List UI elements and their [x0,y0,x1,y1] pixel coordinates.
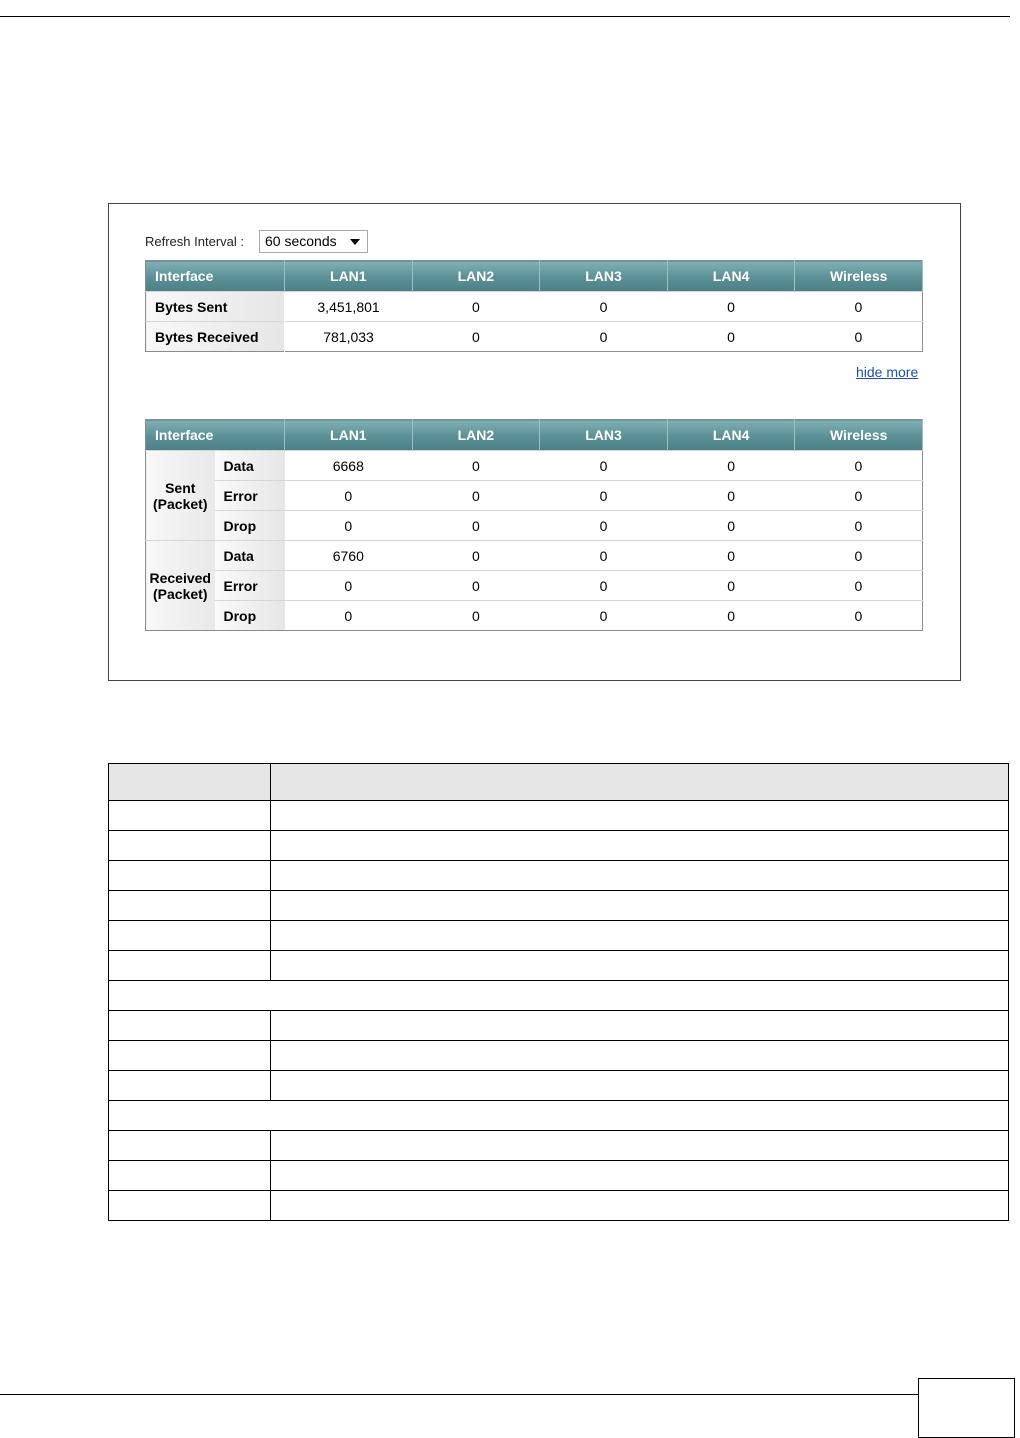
table-row [146,292,923,322]
table-cell: 0 [412,322,540,352]
table-cell: 0 [795,601,923,631]
row-label: Drop [215,601,285,631]
table-cell: 0 [667,451,795,481]
description-row [109,801,1009,831]
table-cell: 0 [540,322,668,352]
col-header: LAN3 [540,261,668,292]
col-header: Interface [146,261,285,292]
row-label: Drop [215,511,285,541]
header-rule [0,16,1010,17]
table-cell: 0 [667,322,795,352]
col-header: LAN4 [667,261,795,292]
table-cell: 0 [412,511,540,541]
packets-table [145,419,923,631]
description-row [109,1011,1009,1041]
table-row [146,541,923,571]
table-cell: 0 [412,292,540,322]
description-row [109,891,1009,921]
table-cell: 0 [540,541,668,571]
table-cell: 6668 [285,451,413,481]
page-number-box [918,1378,1015,1438]
row-label: Error [215,481,285,511]
table-cell: 0 [795,322,923,352]
chevron-down-icon [350,239,360,245]
table-row [146,511,923,541]
description-row [109,951,1009,981]
table-cell: 0 [412,481,540,511]
description-header-row [109,764,1009,801]
table-cell: 0 [795,481,923,511]
description-table [108,763,1009,1221]
table-cell: 0 [412,541,540,571]
table-cell: 0 [285,481,413,511]
table-cell: 0 [667,481,795,511]
table-cell: 0 [667,541,795,571]
description-row [109,1131,1009,1161]
table-row [146,481,923,511]
description-row [109,921,1009,951]
table-row [146,601,923,631]
row-label: Error [215,571,285,601]
table-header-row [146,261,923,292]
table-cell: 0 [667,571,795,601]
col-header: LAN1 [285,261,413,292]
table-cell: 6760 [285,541,413,571]
table-cell: 0 [795,541,923,571]
table-cell: 0 [285,571,413,601]
sent-group-label: Sent (Packet) [146,451,215,541]
col-header: LAN3 [540,420,668,451]
row-label: Bytes Received [146,322,285,352]
table-cell: 0 [285,601,413,631]
table-cell: 0 [667,292,795,322]
refresh-interval-select[interactable] [259,230,368,253]
table-cell: 0 [667,511,795,541]
col-header: LAN2 [412,261,540,292]
table-cell: 0 [540,571,668,601]
table-cell: 0 [285,511,413,541]
description-row [109,861,1009,891]
row-label: Data [215,541,285,571]
table-cell: 0 [795,571,923,601]
description-section-row [109,1101,1009,1131]
row-label: Data [215,451,285,481]
table-cell: 0 [667,601,795,631]
col-header: Wireless [795,420,923,451]
received-group-label: Received (Packet) [146,541,215,631]
table-row [146,451,923,481]
table-cell: 0 [540,481,668,511]
col-header: LAN4 [667,420,795,451]
row-label: Bytes Sent [146,292,285,322]
hide-more-link[interactable]: hide more [856,364,919,380]
description-row [109,1071,1009,1101]
table-cell: 0 [412,451,540,481]
table-cell: 0 [795,511,923,541]
description-section-row [109,981,1009,1011]
table-cell: 0 [412,601,540,631]
table-cell: 0 [795,292,923,322]
table-cell: 0 [540,511,668,541]
refresh-interval-value: 60 seconds [265,233,337,249]
table-cell: 0 [540,601,668,631]
table-cell: 781,033 [285,322,413,352]
table-row [146,322,923,352]
description-row [109,1161,1009,1191]
table-header-row [146,420,923,451]
table-cell: 0 [412,571,540,601]
description-row [109,1041,1009,1071]
table-row [146,571,923,601]
refresh-interval-label: Refresh Interval : [145,234,244,249]
description-row [109,831,1009,861]
footer-rule [0,1394,918,1395]
col-header: Interface [146,420,285,451]
screenshot-frame [108,203,961,681]
table-cell: 3,451,801 [285,292,413,322]
table-cell: 0 [540,292,668,322]
table-cell: 0 [540,451,668,481]
description-row [109,1191,1009,1221]
col-header: LAN1 [285,420,413,451]
col-header: Wireless [795,261,923,292]
bytes-table [145,260,923,352]
col-header: LAN2 [412,420,540,451]
table-cell: 0 [795,451,923,481]
